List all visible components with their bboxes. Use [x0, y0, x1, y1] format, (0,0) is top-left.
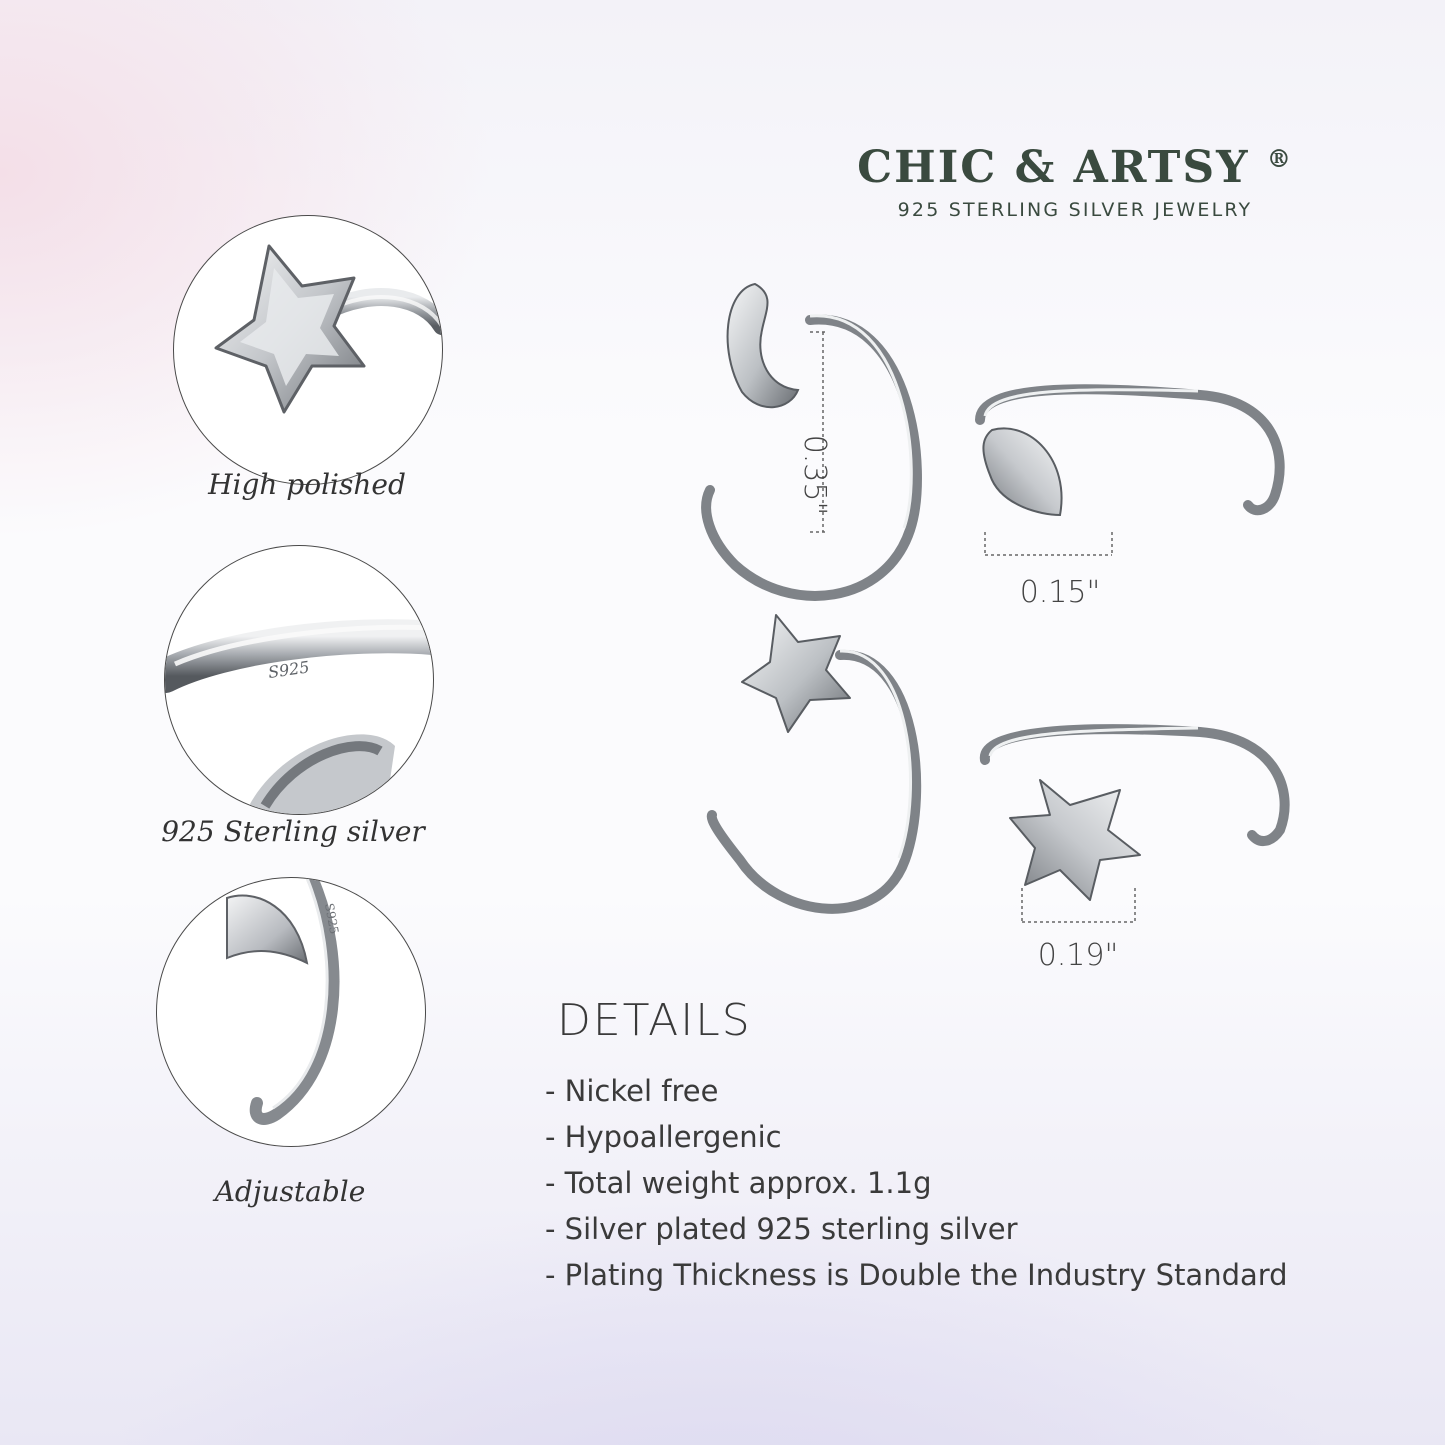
brand-tagline: 925 STERLING SILVER JEWELRY — [897, 199, 1253, 221]
brand-name — [840, 142, 1310, 193]
moon-hoop-side — [980, 389, 1280, 610]
moon-height-dimension — [797, 332, 832, 532]
s925-stamp-closeup-image — [165, 546, 433, 814]
details-item: - Silver plated 925 sterling silver — [545, 1212, 1018, 1246]
brand-name-text: CHIC & ARTSY — [857, 142, 1250, 193]
details-item: - Nickel free — [545, 1074, 719, 1108]
star-hoop-side — [985, 728, 1285, 973]
registered-mark: ® — [1266, 144, 1293, 173]
star-width-label: 0.19" — [1037, 938, 1119, 973]
moon-height-label: 0.35" — [797, 434, 832, 516]
stamp-closeup-circle — [164, 545, 434, 815]
feature-label-silver: 925 Sterling silver — [161, 815, 425, 848]
star-earring-closeup-image — [174, 216, 442, 484]
details-title: DETAILS — [557, 995, 752, 1046]
moon-hoop-closeup-image — [157, 878, 425, 1146]
earrings-with-dimensions — [680, 270, 1320, 990]
details-item: - Total weight approx. 1.1g — [545, 1166, 932, 1200]
details-item: - Plating Thickness is Double the Industry Standard — [545, 1258, 1288, 1292]
details-section — [545, 995, 1425, 1298]
hoop-closeup-circle — [156, 877, 426, 1147]
star-hoop-front — [712, 615, 916, 909]
moon-width-label: 0.15" — [1019, 575, 1101, 610]
product-illustration — [680, 270, 1320, 990]
brand-block — [840, 142, 1310, 221]
details-item: - Hypoallergenic — [545, 1120, 782, 1154]
feature-label-adjustable: Adjustable — [214, 1175, 366, 1208]
details-list — [545, 1068, 1425, 1298]
svg-text:S925: S925 — [266, 657, 311, 682]
feature-label-polished: High polished — [208, 468, 406, 501]
svg-text:S925: S925 — [322, 902, 342, 936]
star-closeup-circle — [173, 215, 443, 485]
